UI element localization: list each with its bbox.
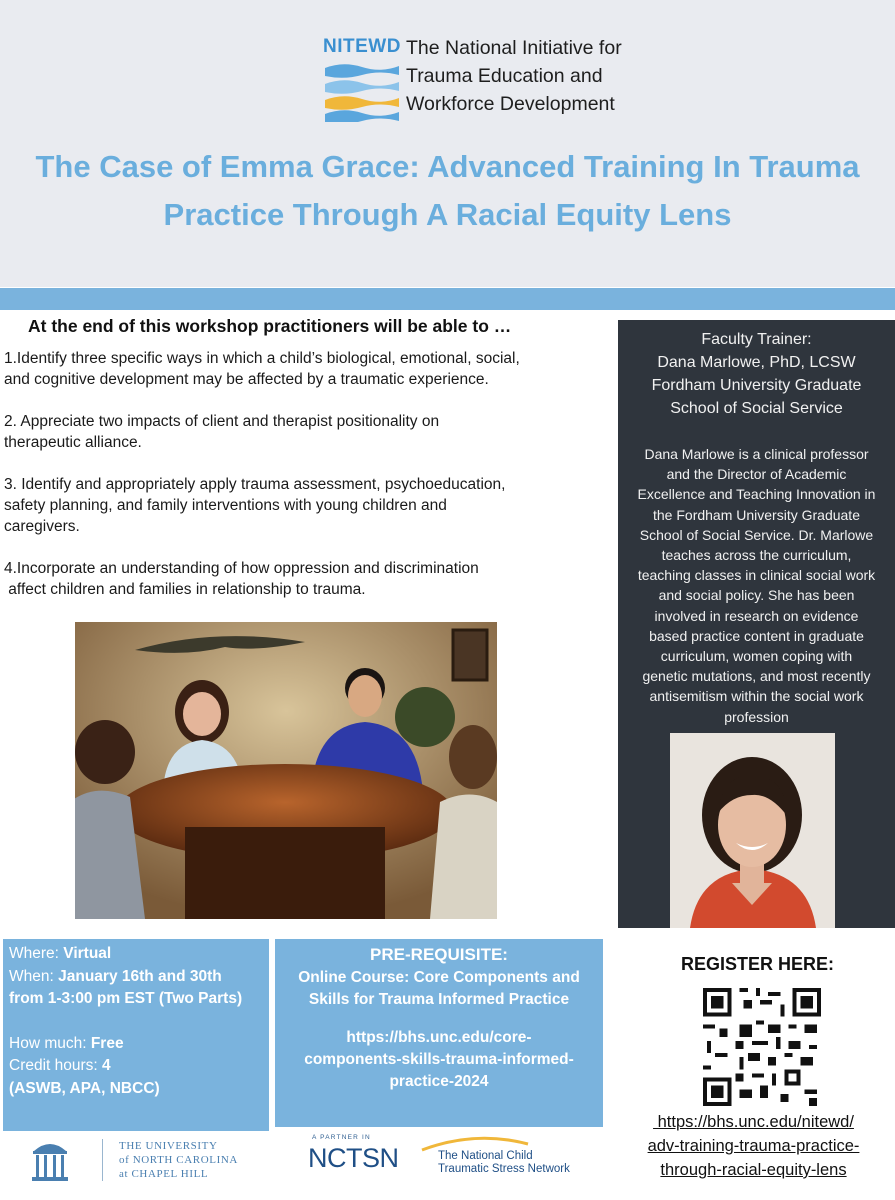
unc-logo — [30, 1137, 245, 1187]
divider-bar — [0, 288, 895, 310]
register-title: REGISTER HERE: — [680, 954, 835, 974]
prerequisite-title: PRE-REQUISITE: — [370, 945, 508, 964]
nitewd-logo — [323, 28, 622, 123]
old-well-icon — [30, 1137, 70, 1183]
faculty-headshot — [670, 733, 835, 928]
objective-item: 2. Appreciate two impacts of client and therapist positionality on therapeutic alliance. — [4, 413, 440, 451]
logo-text: The National Initiative for Trauma Education and Workforce Development — [406, 37, 622, 115]
faculty-bio: Dana Marlowe is a clinical professor and the Director of Academic Excellence and Teaching Innovation in the Fordham University Graduate School of Social Service. Dr. Marlowe teaches across the curriculum, teaching classes in clinical social work and social policy. She has been involved in research on evidence based practice content in graduate curriculum, women coping with genetic mutations, and most recently antisemitism within the social work profession — [637, 446, 876, 725]
faculty-panel — [618, 320, 895, 928]
credit-bodies: (ASWB, APA, NBCC) — [9, 1079, 160, 1097]
objectives-heading: At the end of this workshop practitioners will be able to … — [28, 316, 512, 336]
objective-item: 4.Incorporate an understanding of how oppression and discrimination affect children and families in relationship to trauma. — [4, 560, 479, 598]
event-details-box — [3, 939, 269, 1131]
when-line: When: January 16th and 30th — [9, 967, 222, 985]
credit-line: Credit hours: 4 — [9, 1057, 111, 1074]
prerequisite-course: Online Course: Core Components and Skills for Trauma Informed Practice — [298, 969, 580, 1008]
qr-code-icon[interactable] — [703, 988, 821, 1106]
logo-acronym: NITEWD — [323, 36, 401, 57]
faculty-header: Faculty Trainer: Dana Marlowe, PhD, LCSW Fordham University Graduate School of Social Service — [651, 331, 862, 417]
objectives-list — [4, 348, 614, 621]
cost-line: How much: Free — [9, 1034, 124, 1052]
prerequisite-box — [275, 939, 603, 1127]
family-session-photo — [75, 622, 497, 919]
objective-item: 3. Identify and appropriately apply trauma assessment, psychoeducation, safety planning, and family interventions with young children and caregivers. — [4, 476, 506, 535]
objective-item: 1.Identify three specific ways in which a child’s biological, emotional, social, and cognitive development may be affected by a traumatic experience. — [4, 350, 520, 388]
registration-link[interactable]: https://bhs.unc.edu/nitewd/ adv-training-trauma-practice- through-racial-equity-lens — [647, 1113, 860, 1179]
waves-icon — [325, 62, 399, 122]
nctsn-logo: A PARTNER IN NCTSN The National Child Traumatic Stress Network — [308, 1134, 570, 1175]
where-line: Where: Virtual — [9, 945, 112, 962]
prerequisite-link[interactable]: https://bhs.unc.edu/core- components-skills-trauma-informed- practice-2024 — [304, 1029, 574, 1090]
when-line-2: from 1-3:00 pm EST (Two Parts) — [9, 990, 243, 1007]
unc-name: THE UNIVERSITY of NORTH CAROLINA at CHAPEL HILL — [102, 1139, 238, 1181]
page-title: The Case of Emma Grace: Advanced Training In Trauma Practice Through A Racial Equity Lens — [35, 149, 860, 232]
